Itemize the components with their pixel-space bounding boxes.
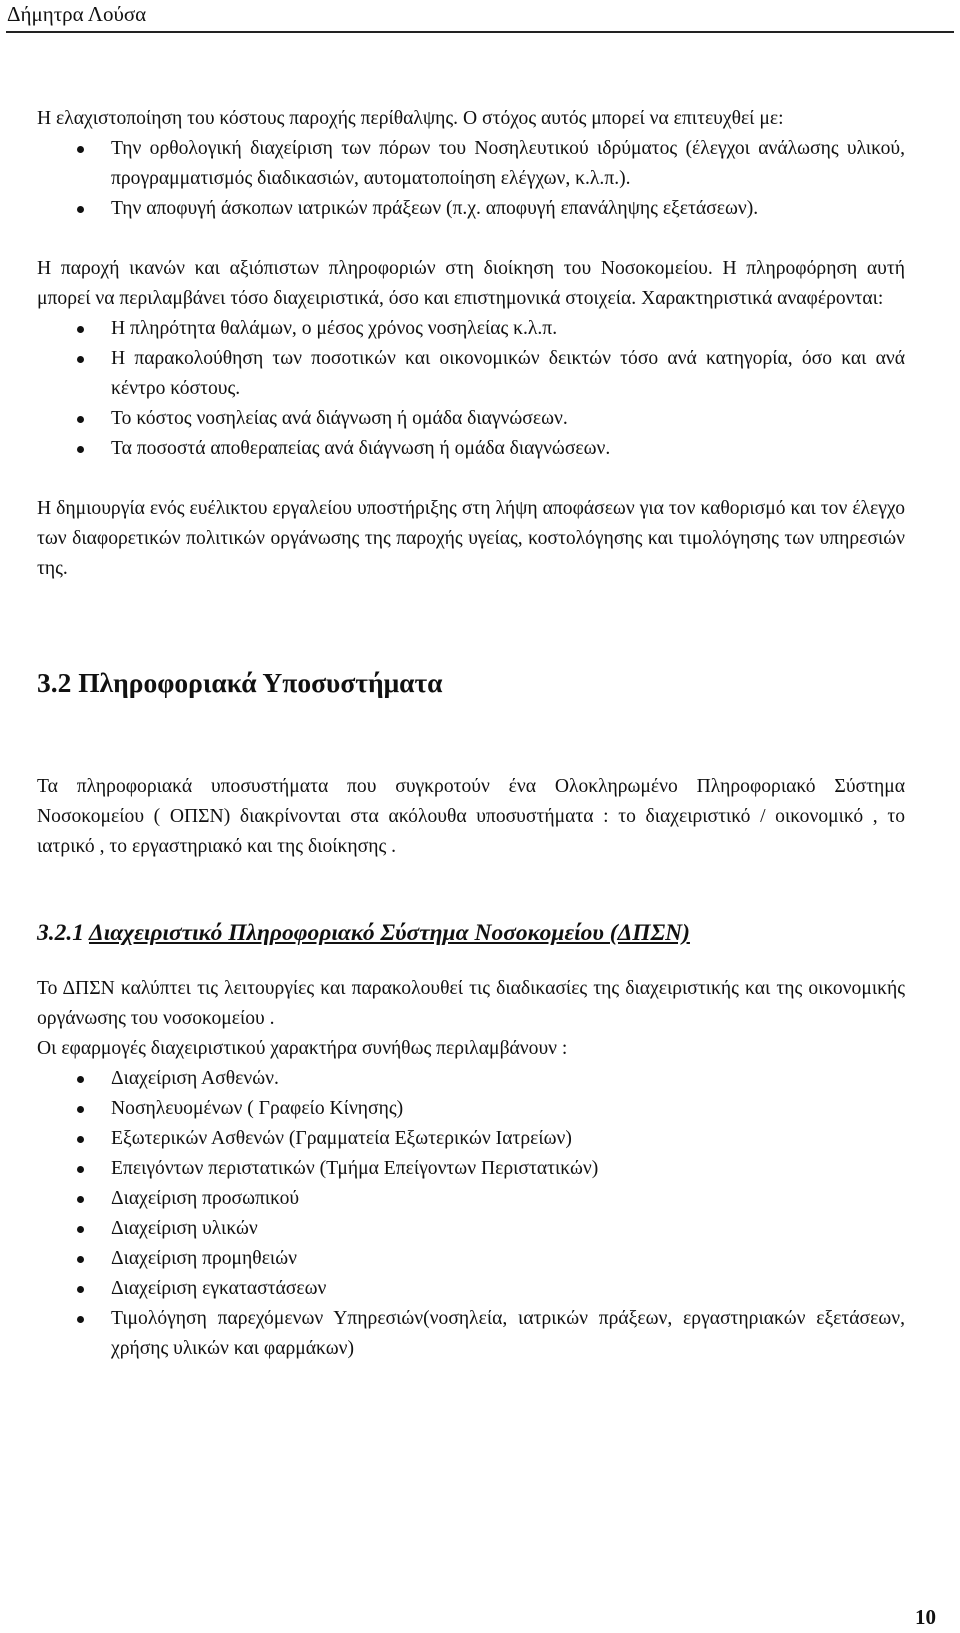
list-item: Το κόστος νοσηλείας ανά διάγνωση ή ομάδα διαγνώσεων. (37, 404, 905, 434)
list-item: Την αποφυγή άσκοπων ιατρικών πράξεων (π.χ. αποφυγή επανάληψης εξετάσεων). (37, 194, 905, 224)
paragraph-cost-minimization: Η ελαχιστοποίηση του κόστους παροχής περίθαλψης. Ο στόχος αυτός μπορεί να επιτευχθεί με: (37, 108, 784, 129)
paragraph-dpsn-overview: Το ΔΠΣΝ καλύπτει τις λειτουργίες και παρακολουθεί τις διαδικασίες της διαχειριστικής και της οικονομικής οργάνωσης του νοσοκομείου . (37, 978, 905, 1029)
subsection-title-text: Διαχειριστικό Πληροφοριακό Σύστημα Νοσοκομείου (ΔΠΣΝ) (89, 920, 690, 946)
list-item: Νοσηλευομένων ( Γραφείο Κίνησης) (37, 1094, 905, 1124)
bullet-list-applications (37, 1064, 905, 1364)
list-item: Την ορθολογική διαχείριση των πόρων του Νοσηλευτικού ιδρύματος (έλεγχοι ανάλωσης υλικού, προγραμματισμός διαδικασιών, αυτοματοποίηση ελέγχων, κ.λ.π.). (37, 134, 905, 194)
list-item: Η πληρότητα θαλάμων, ο μέσος χρόνος νοσηλείας κ.λ.π. (37, 314, 905, 344)
subsection-title-3-2-1 (37, 918, 905, 948)
bullet-list-cost (37, 134, 905, 224)
bullet-list-info (37, 314, 905, 464)
page-header (6, 0, 954, 33)
paragraph-decision-tool: Η δημιουργία ενός ευέλικτου εργαλείου υποστήριξης στη λήψη αποφάσεων για τον καθορισμό και τον έλεγχο των διαφορετικών πολιτικών οργάνωσης της παροχής υγείας, κοστολόγησης και τιμολόγησης των υπηρεσιών της. (37, 498, 905, 579)
paragraph-info-provision: Η παροχή ικανών και αξιόπιστων πληροφοριών στη διοίκηση του Νοσοκομείου. Η πληροφόρηση αυτή μπορεί να περιλαμβάνει τόσο διαχειριστικά, όσο και επιστημονικά στοιχεία. Χαρακτηριστικά αναφέρονται: (37, 258, 905, 309)
list-item: Εξωτερικών Ασθενών (Γραμματεία Εξωτερικών Ιατρείων) (37, 1124, 905, 1154)
list-item: Η παρακολούθηση των ποσοτικών και οικονομικών δεικτών τόσο ανά κατηγορία, όσο και ανά κέντρο κόστους. (37, 344, 905, 404)
document-body (37, 104, 905, 1364)
page-number: 10 (915, 1605, 936, 1629)
list-item: Διαχείριση εγκαταστάσεων (37, 1274, 905, 1304)
list-item: Διαχείριση προσωπικού (37, 1184, 905, 1214)
paragraph-dpsn-applications: Οι εφαρμογές διαχειριστικού χαρακτήρα συνήθως περιλαμβάνουν : (37, 1038, 568, 1059)
header-author: Δήμητρα Λούσα (7, 2, 147, 26)
list-item: Επειγόντων περιστατικών (Τμήμα Επείγοντων Περιστατικών) (37, 1154, 905, 1184)
list-item: Τιμολόγηση παρεχόμενων Υπηρεσιών(νοσηλεία, ιατρικών πράξεων, εργαστηριακών εξετάσεων, χρήσης υλικών και φαρμάκων) (37, 1304, 905, 1364)
list-item: Διαχείριση προμηθειών (37, 1244, 905, 1274)
list-item: Διαχείριση Ασθενών. (37, 1064, 905, 1094)
section-title-3-2: 3.2 Πληροφοριακά Υποσυστήματα (37, 667, 443, 698)
list-item: Τα ποσοστά αποθεραπείας ανά διάγνωση ή ομάδα διαγνώσεων. (37, 434, 905, 464)
paragraph-subsystems: Τα πληροφοριακά υποσυστήματα που συγκροτούν ένα Ολοκληρωμένο Πληροφοριακό Σύστημα Νοσοκομείου ( ΟΠΣΝ) διακρίνονται στα ακόλουθα υποσυστήματα : το διαχειριστικό / οικονομικό , το ιατρικό , το εργαστηριακό και της διοίκησης . (37, 776, 905, 857)
subsection-number: 3.2.1 (37, 920, 84, 946)
list-item: Διαχείριση υλικών (37, 1214, 905, 1244)
